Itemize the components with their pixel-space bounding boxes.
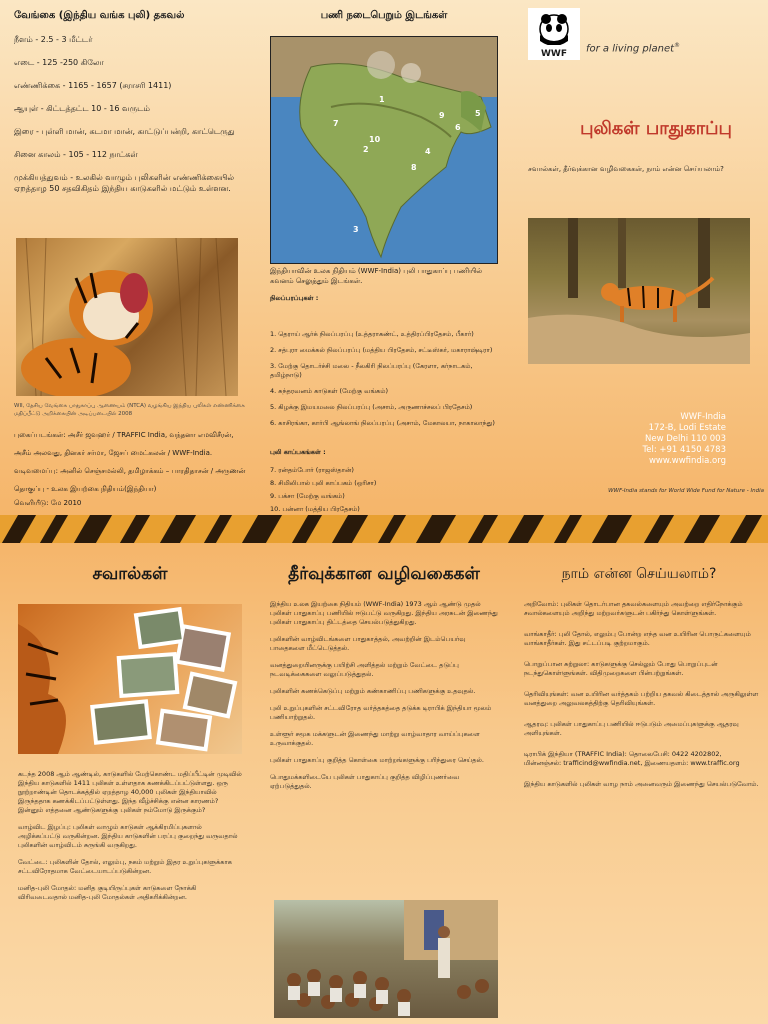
stripe xyxy=(160,515,196,543)
map-label-9: 9 xyxy=(439,111,445,120)
facts-title: வேங்கை (இந்திய வங்க புலி) தகவல் xyxy=(14,10,185,21)
wwf-logo-text: WWF xyxy=(540,49,567,59)
locations-panel xyxy=(266,10,502,515)
solutions-paragraph: வனத்துறையினருக்கு பயிற்சி அளித்தல் மற்றும் வேட்டை தடுப்பு நடவடிக்கைகளை வலுப்படுத்துதல். xyxy=(270,661,459,678)
address-website: www.wwfindia.org xyxy=(648,456,726,466)
address-block xyxy=(576,412,726,467)
fact-lifespan: ஆயுள் - கிட்டத்தட்ட 10 - 16 வருடம் xyxy=(14,104,150,113)
stripe xyxy=(40,515,68,543)
action-paragraph: ஆதரவு: புலிகள் பாதுகாப்பு பணியில் ஈடுபடும் அமைப்புகளுக்கு ஆதரவு அளியுங்கள். xyxy=(524,720,739,737)
panda-icon xyxy=(534,11,574,45)
park-item: 3. மேற்கு தொடர்ச்சி மலை - நீலகிரி நிலப்பரப்பு (கேரளா, கர்நாடகம், தமிழ்நாடு) xyxy=(270,362,473,379)
challenges-paragraph: கடந்த 2008 ஆம் ஆண்டில், காடுகளில் மேற்கொண்ட மதிப்பீட்டின் முடிவில் இந்திய காடுகளில் 1411 புலிகள் உள்ளதாக கணக்கிடப்பட்டுள்ளது. ஒரு நூற்றாண்டின் தொடக்கத்தில் ஏறத்தாழ 40,000 புலிகள் இந்தியாவில் இருந்ததாக கணக்கிடப்பட்டுள்ளது. இந்த வீழ்ச்சிக்கு என்ன காரணம்? இன்னும் எத்தனை ஆண்டுகளுக்கு புலிகள் நம்மோடு இருக்கும்? xyxy=(18,770,242,814)
stripe xyxy=(684,515,720,543)
cover-panel xyxy=(516,0,768,515)
stripe xyxy=(508,515,544,543)
credit-line: அசீம் அலவது, தினகர் சர்மா, ஜேசப் மைட்கலன் / WWF-India. xyxy=(14,449,213,457)
action-paragraph: வாங்காதீர்: புலி தோல், எலும்பு போன்ற எந்த வன உயிரின பொருட்களையும் வாங்காதீர்கள். இது சட்டப்படி குற்றமாகும். xyxy=(524,630,751,647)
park-item: 2. சத்புரா மைக்கல் நிலப்பரப்பு (மத்திய பிரதேசம், சட்டீஸ்கர், மகாராஷ்டிரா) xyxy=(270,346,493,354)
wwf-logo xyxy=(528,8,580,60)
fact-length: நீளம் - 2.5 - 3 மீட்டர் xyxy=(14,35,93,44)
solutions-paragraph: புலிகள் பாதுகாப்பு குறித்த கொள்கை மாற்றங்களுக்கு பரிந்துரை செய்தல். xyxy=(270,756,484,764)
tiger-stripe-divider xyxy=(0,515,768,543)
solutions-panel xyxy=(266,548,502,1018)
stripe xyxy=(120,515,150,543)
solutions-paragraph: இந்திய உலக இயற்கை நிதியம் (WWF-India) 1973 ஆம் ஆண்டு முதல் புலிகள் பாதுகாப்பு பணியில் ஈடுபட்டு வருகிறது. இந்திய அரசுடன் இணைந்து புலிகள் பாதுகாப்பு திட்டத்தை செயல்படுத்துகிறது. xyxy=(270,600,498,626)
tagline-text: for a living planet xyxy=(586,43,675,55)
solutions-heading: தீர்வுக்கான வழிவகைகள் xyxy=(288,564,480,584)
challenges-body xyxy=(18,770,244,910)
facts-list xyxy=(14,34,246,194)
credit-line: புகைப்படங்கள்: அசீர் ஜவஹர் / TRAFFIC India, வந்தனா எமவிசீரன், xyxy=(14,431,234,439)
footnote: WWF-India stands for World Wide Fund for Nature - India xyxy=(608,488,764,494)
stripe xyxy=(416,515,456,543)
publication-date: வெளியீடு: மே 2010 xyxy=(14,499,82,507)
locations-title: பணி நடைபெறும் இடங்கள் xyxy=(320,10,448,21)
park-item: 5. கிழக்கு இமயமலை நிலப்பரப்பு (அசாம், அருணாச்சலப் பிரதேசம்) xyxy=(270,403,473,411)
reserve-item: 8. சிமிலிபால் புலி காப்பகம் (ஒரிசா) xyxy=(270,479,377,487)
stripe xyxy=(292,515,322,543)
address-street: 172-B, Lodi Estate xyxy=(648,423,726,433)
community-meeting-photo xyxy=(274,900,498,1018)
solutions-paragraph: பொதுமக்களிடையே புலிகள் பாதுகாப்பு குறித்த விழிப்புணர்வை ஏற்படுத்துதல். xyxy=(270,773,460,790)
stripe xyxy=(332,515,368,543)
facts-panel xyxy=(14,10,246,510)
traffic-contact[interactable]: டிராபிக் இந்தியா (TRAFFIC India): தொலைபேசி: 0422 4202802, மின்னஞ்சல்: trafficind@wwfindia.net, இணையதளம்: www.traffic.org xyxy=(524,750,740,767)
fact-weight: எடை - 125 -250 கிலோ xyxy=(14,58,104,67)
map-label-8: 8 xyxy=(411,163,417,172)
walking-tiger-photo xyxy=(528,218,750,364)
map-label-3: 3 xyxy=(353,225,359,234)
action-paragraph: அறிவோம்: புலிகள் தொடர்பான தகவல்களையும் அவற்றை எதிர்நோக்கும் சவால்களையும் அறிந்து மற்றவர்களுடன் பகிர்ந்து கொள்ளுங்கள். xyxy=(524,600,743,617)
fact-population: எண்ணிக்கை - 1165 - 1657 (சராசரி 1411) xyxy=(14,81,172,90)
yawning-tiger-photo xyxy=(16,238,238,396)
challenges-collage xyxy=(18,604,242,754)
meeting-illustration xyxy=(274,900,498,1018)
park-item: 1. தெராய் ஆர்க் நிலப்பரப்பு (உத்தராகண்ட், உத்திரப்பிரதேசம், பீகார்) xyxy=(270,330,474,338)
reserves-heading: புலி காப்பகங்கள் : xyxy=(270,448,326,456)
stripe xyxy=(644,515,674,543)
solutions-body xyxy=(270,600,498,799)
solutions-paragraph: புலி உறுப்புகளின் சட்டவிரோத வர்த்தகத்தை தடுக்க டிராபிக் இந்தியா மூலம் பணியாற்றுதல். xyxy=(270,704,492,721)
parks-heading: நிலப்பரப்புகள் : xyxy=(270,294,319,302)
credits xyxy=(14,430,246,508)
what-can-we-do-panel xyxy=(516,548,762,1018)
fact-gestation: சினை காலம் - 105 - 112 நாட்கள் xyxy=(14,150,138,159)
main-subtitle: சவால்கள், தீர்வுக்கான வழிவகைகள், நாம் என்ன செய்யலாம்? xyxy=(528,165,724,173)
map-label-10: 10 xyxy=(369,135,381,144)
parks-list xyxy=(270,330,498,435)
action-paragraph: தெரிவியுங்கள்: வன உயிரின வர்த்தகம் பற்றிய தகவல் கிடைத்தால் அருகிலுள்ள வனத்துறை அலுவலகத்திற்கு தெரிவியுங்கள். xyxy=(524,690,759,707)
map-label-4: 4 xyxy=(425,147,431,156)
fact-prey: இரை - புள்ளி மான், கடமா மான், காட்டுப்பன்றி, காட்டெருது xyxy=(14,127,235,136)
map-label-1: 1 xyxy=(379,95,385,104)
action-paragraph: பொறுப்பான சுற்றுலா: காடுகளுக்கு செல்லும் போது பொறுப்புடன் நடந்துகொள்ளுங்கள். விதிமுறைகளை பின்பற்றுங்கள். xyxy=(524,660,718,677)
map-label-5: 5 xyxy=(475,109,481,118)
stripe xyxy=(730,515,762,543)
fact-significance: முக்கியத்துவம் - உலகில் வாழும் புலிகளின் எண்ணிக்கையில் ஏறத்தாழ 50 சதவிகிதம் இந்திய காடுகளில் மட்டும் உள்ளன. xyxy=(14,173,234,193)
stripe xyxy=(204,515,232,543)
map-label-2: 2 xyxy=(363,145,369,154)
stripe xyxy=(592,515,632,543)
main-title: புலிகள் பாதுகாப்பு xyxy=(580,118,732,139)
india-map-svg xyxy=(271,37,497,263)
reserves-list xyxy=(270,466,498,521)
map-label-6: 6 xyxy=(455,123,461,132)
forest-illustration xyxy=(528,218,750,364)
what-can-we-do-heading: நாம் என்ன செய்யலாம்? xyxy=(561,566,717,582)
address-city: New Delhi 110 003 xyxy=(645,434,726,444)
stripe xyxy=(378,515,406,543)
stripe xyxy=(2,515,36,543)
park-item: 6. காசிரங்கா, கார்பி ஆங்லாங் நிலப்பரப்பு (அசாம், மேகாலயா, நாகாலாந்து) xyxy=(270,419,495,427)
challenges-paragraph: மனித-புலி மோதல்: மனித குடியிருப்புகள் காடுகளை நோக்கி விரிவடைவதால் மனித-புலி மோதல்கள் அதிகரிக்கின்றன. xyxy=(18,884,197,901)
map-label-7: 7 xyxy=(333,119,339,128)
solutions-paragraph: உள்ளூர் சமூக மக்களுடன் இணைந்து மாற்று வாழ்வாதார வாய்ப்புகளை உருவாக்குதல். xyxy=(270,730,480,747)
what-can-we-do-body xyxy=(524,600,760,797)
challenges-paragraph: வேட்டை: புலிகளின் தோல், எலும்பு, நகம் மற்றும் இதர உறுப்புகளுக்காக சட்டவிரோதமாக வேட்டையாடப்படுகின்றன. xyxy=(18,858,232,875)
action-paragraph: இந்திய காடுகளில் புலிகள் வாழ நாம் அனைவரும் இணைந்து செயல்படுவோம். xyxy=(524,780,759,788)
stripe xyxy=(74,515,112,543)
park-item: 4. சுந்தரவனம் காடுகள் (மேற்கு வங்கம்) xyxy=(270,387,388,395)
reserve-item: 10. பன்னா (மத்திய பிரதேசம்) xyxy=(270,505,360,513)
challenges-heading: சவால்கள் xyxy=(92,564,168,584)
india-map xyxy=(270,36,498,264)
credit-line: தொகுப்பு - உலக இயற்கை நிதியம்(இந்தியா) xyxy=(14,485,157,493)
stripe xyxy=(242,515,282,543)
tagline: for a living planet® xyxy=(586,42,681,55)
tiger-illustration xyxy=(16,238,238,396)
photo-caption: WII, தேசிய வேங்கை பாதுகாப்பு ஆணையம் (NTCA) வழங்கிய இந்திய புலிகள் எண்ணிக்கை மதிப்பீட்டு அறிக்கையின் அடிப்படையில் 2008 xyxy=(14,403,245,417)
reserve-item: 7. ரன்தம்போர் (ராஜஸ்தான்) xyxy=(270,466,354,474)
challenges-panel xyxy=(14,548,246,1018)
stripe xyxy=(554,515,582,543)
credit-line: வடிவமைப்பு: அனில் செஞ்சமல்லி, தமிழாக்கம் – பாரதிதாசன் / அருணன் xyxy=(14,467,246,475)
collage-illustration xyxy=(18,604,242,754)
address-org: WWF-India xyxy=(680,412,726,422)
solutions-paragraph: புலிகளின் வாழ்விடங்களை பாதுகாத்தல், அவற்றின் இடம்பெயர்வு பாதைகளை மீட்டெடுத்தல். xyxy=(270,635,466,652)
challenges-paragraph: வாழ்விட இழப்பு: புலிகள் வாழும் காடுகள் ஆக்கிரமிப்புகளால் அழிக்கப்பட்டு வருகின்றன. இந்திய காடுகளின் பரப்பு குறைந்து வருவதால் புலிகளின் வாழ்விடம் சுருங்கி வருகிறது. xyxy=(18,823,238,849)
address-phone: Tel: +91 4150 4783 xyxy=(642,445,726,455)
reserve-item: 9. பக்சா (மேற்கு வங்கம்) xyxy=(270,492,345,500)
map-caption: இந்தியாவின் உலக நிதியம் (WWF-India) புலி பாதுகாப்பு பணியில் கவனம் செலுத்தும் இடங்கள். xyxy=(270,267,483,285)
solutions-paragraph: புலிகளின் கணக்கெடுப்பு மற்றும் கண்காணிப்பு பணிகளுக்கு உதவுதல். xyxy=(270,687,476,695)
stripe xyxy=(468,515,498,543)
